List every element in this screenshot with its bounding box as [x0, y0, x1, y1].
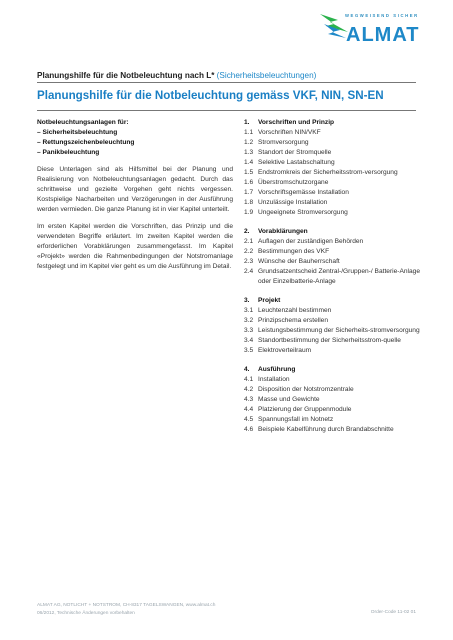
toc-item	[244, 188, 424, 198]
intro-paragraph: Im ersten Kapitel werden die Vorschriften, das Prinzip und die verwendeten Begriffe erläutert. Im zweiten Kapitel werden die erforderlichen Vorabklärungen zusammengefasst. Im Kapitel «Projekt» werden die Rahmenbedingungen der Notstromanlage festgelegt und im Kapitel vier geht es um die Ausführung im Detail.	[37, 223, 233, 270]
toc-heading-text: Ausführung	[258, 366, 296, 373]
toc-number: 1.9	[244, 209, 254, 216]
toc-item	[244, 247, 424, 257]
intro-item: – Sicherheitsbeleuchtung	[37, 129, 118, 136]
page-title: Planungshilfe für die Notbeleuchtung gemäss VKF, NIN, SN-EN	[37, 89, 384, 102]
toc-heading-text: Projekt	[258, 297, 281, 304]
toc-number: 2.	[244, 228, 250, 235]
toc-number: 4.2	[244, 386, 254, 393]
toc-number: 4.6	[244, 426, 254, 433]
toc-number: 1.4	[244, 159, 254, 166]
toc-item-text: Unzulässige Installation	[258, 199, 328, 206]
toc-number: 4.5	[244, 416, 254, 423]
toc-item-text: Beispiele Kabelführung durch Brandabschnitte	[258, 426, 394, 433]
toc-item-text: Standortbestimmung der Sicherheitsstrom-quelle	[258, 337, 401, 344]
toc-section	[244, 227, 424, 287]
header-bold: Planungshilfe für die Notbeleuchtung nach L*	[37, 71, 215, 80]
footer-date: 06/2012, Technische Änderungen vorbehalten	[37, 611, 135, 616]
toc-section	[244, 118, 424, 218]
toc-item	[244, 237, 424, 247]
toc-number: 3.	[244, 297, 250, 304]
toc-section-heading	[244, 118, 424, 128]
toc-number: 1.5	[244, 169, 254, 176]
toc-section-heading	[244, 227, 424, 237]
toc-item-text: Leuchtenzahl bestimmen	[258, 307, 332, 314]
toc-number: 4.	[244, 366, 250, 373]
toc-number: 3.4	[244, 337, 254, 344]
toc-item	[244, 346, 424, 356]
toc-item-text: Auflagen der zuständigen Behörden	[258, 238, 364, 245]
toc-item	[244, 415, 424, 425]
toc-item	[244, 208, 424, 218]
toc-item	[244, 336, 424, 346]
toc-item-text: Standort der Stromquelle	[258, 149, 332, 156]
toc-number: 1.7	[244, 189, 254, 196]
toc-item	[244, 405, 424, 415]
toc-item-text: Spannungsfall im Notnetz	[258, 416, 334, 423]
toc-section	[244, 365, 424, 435]
toc-item-text: Disposition der Notstromzentrale	[258, 386, 354, 393]
toc-item	[244, 128, 424, 138]
toc-number: 4.3	[244, 396, 254, 403]
toc-number: 1.6	[244, 179, 254, 186]
table-of-contents	[244, 118, 424, 444]
toc-section	[244, 296, 424, 356]
toc-item-text: Masse und Gewichte	[258, 396, 320, 403]
toc-item-text: Endstromkreis der Sicherheitsstrom-versorgung	[258, 169, 398, 176]
toc-heading-text: Vorabklärungen	[258, 228, 308, 235]
toc-section-heading	[244, 296, 424, 306]
toc-number: 2.3	[244, 258, 254, 265]
toc-item-text: Grundsatzentscheid Zentral-/Gruppen-/ Batterie-Anlage oder Einzelbatterie-Anlage	[258, 268, 420, 285]
toc-item	[244, 385, 424, 395]
footer	[37, 602, 215, 618]
toc-item	[244, 425, 424, 435]
header-divider	[37, 82, 416, 83]
toc-number: 1.8	[244, 199, 254, 206]
logo-tagline: WEGWEISEND SICHER	[345, 13, 419, 18]
header-paren: (Sicherheitsbeleuchtungen)	[214, 71, 317, 80]
intro-item: – Panikbeleuchtung	[37, 149, 100, 156]
toc-item-text: Platzierung der Gruppenmodule	[258, 406, 352, 413]
toc-item-text: Selektive Lastabschaltung	[258, 159, 335, 166]
toc-item	[244, 316, 424, 326]
toc-item	[244, 168, 424, 178]
toc-number: 3.3	[244, 327, 254, 334]
toc-item	[244, 257, 424, 267]
title-divider	[37, 110, 416, 111]
toc-number: 1.3	[244, 149, 254, 156]
toc-item-text: Vorschriftsgemässe Installation	[258, 189, 349, 196]
toc-item-text: Elektroverteilraum	[258, 347, 312, 354]
document-header	[37, 71, 316, 80]
toc-number: 2.4	[244, 268, 254, 275]
intro-heading: Notbeleuchtungsanlagen für:	[37, 119, 129, 126]
toc-number: 3.2	[244, 317, 254, 324]
toc-item-text: Vorschriften NIN/VKF	[258, 129, 321, 136]
toc-number: 2.1	[244, 238, 254, 245]
toc-number: 4.4	[244, 406, 254, 413]
toc-heading-text: Vorschriften und Prinzip	[258, 119, 335, 126]
toc-number: 4.1	[244, 376, 254, 383]
footer-address: ALMAT AG, NOTLICHT + NOTSTROM, CH-8317 TAGELSWANGEN, www.almat.ch	[37, 603, 216, 608]
toc-item-text: Installation	[258, 376, 290, 383]
toc-item-text: Überstromschutzorgane	[258, 179, 329, 186]
toc-item-text: Ungeeignete Stromversorgung	[258, 209, 348, 216]
toc-number: 3.1	[244, 307, 254, 314]
order-code: Order-Code 11-02 01	[370, 610, 416, 615]
toc-item-text: Wünsche der Bauherrschaft	[258, 258, 340, 265]
toc-item-text: Prinzipschema erstellen	[258, 317, 328, 324]
toc-item	[244, 375, 424, 385]
toc-item-text: Stromversorgung	[258, 139, 309, 146]
toc-item	[244, 138, 424, 148]
toc-number: 1.	[244, 119, 250, 126]
intro-item: – Rettungszeichenbeleuchtung	[37, 139, 135, 146]
toc-item-text: Bestimmungen des VKF	[258, 248, 330, 255]
toc-item	[244, 178, 424, 188]
intro-column	[37, 118, 233, 272]
almat-logo	[318, 10, 438, 58]
toc-item	[244, 198, 424, 208]
toc-item	[244, 306, 424, 316]
toc-number: 1.1	[244, 129, 254, 136]
toc-number: 2.2	[244, 248, 254, 255]
toc-item	[244, 395, 424, 405]
logo-brand: ALMAT	[346, 24, 420, 46]
intro-paragraph: Diese Unterlagen sind als Hilfsmittel bei der Planung und Realisierung von Notbeleuchtungsanlagen gedacht. Durch das schrittweise und gezielte Vorgehen geht nichts vergessen. Kostspielige Nacharbeiten und Verzögerungen in der Ausführung werden vermieden. Die ganze Planung ist in vier Kapitel unterteilt.	[37, 166, 233, 213]
toc-section-heading	[244, 365, 424, 375]
toc-number: 3.5	[244, 347, 254, 354]
toc-number: 1.2	[244, 139, 254, 146]
toc-item	[244, 267, 424, 287]
toc-item	[244, 326, 424, 336]
toc-item	[244, 148, 424, 158]
toc-item	[244, 158, 424, 168]
toc-item-text: Leistungsbestimmung der Sicherheits-stromversorgung	[258, 327, 420, 334]
